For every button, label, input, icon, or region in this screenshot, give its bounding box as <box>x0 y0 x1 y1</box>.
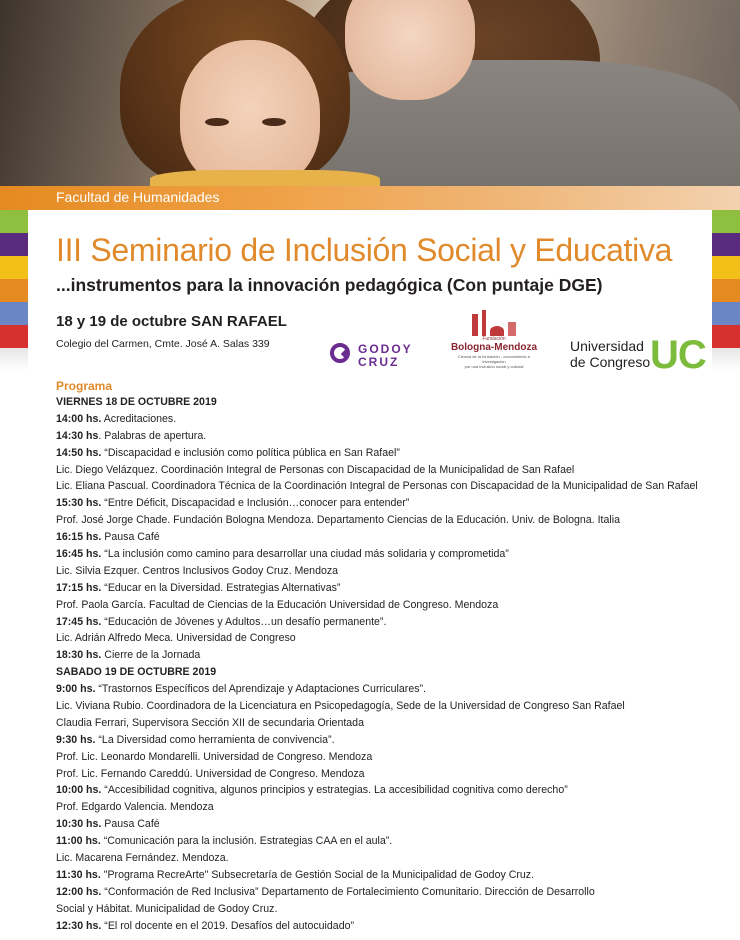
program-text: “Entre Déficit, Discapacidad e Inclusión…conocer para entender” <box>101 497 410 510</box>
program-time: 14:30 hs <box>56 429 99 442</box>
program-text: Prof. Paola García. Facultad de Ciencias de la Educación Universidad de Congreso. Mendoza <box>56 598 499 611</box>
program-text: "Programa RecreArte" Subsecretaría de Gestión Social de la Municipalidad de Godoy Cruz. <box>100 868 535 881</box>
program-line <box>56 478 716 495</box>
program-text: Social y Hábitat. Municipalidad de Godoy Cruz. <box>56 902 278 915</box>
godoy-cruz-line2: CRUZ <box>358 355 400 369</box>
program-time: 15:30 hs. <box>56 497 102 510</box>
program-text: VIERNES 18 DE OCTUBRE 2019 <box>56 396 217 408</box>
program-text: Lic. Adrián Alfredo Meca. Universidad de Congreso <box>56 632 296 645</box>
program-time: 16:45 hs. <box>56 548 102 561</box>
program-text: Prof. Lic. Leonardo Mondarelli. Universidad de Congreso. Mendoza <box>56 750 373 763</box>
program-section <box>56 378 716 935</box>
godoy-cruz-mark-icon <box>330 343 350 363</box>
bologna-mendoza-logo <box>446 310 542 378</box>
program-line <box>56 546 716 563</box>
program-text: Pausa Café <box>101 818 160 831</box>
bologna-small: Fundación <box>482 336 506 342</box>
girl-shirt <box>150 170 380 186</box>
bologna-towers-icon <box>464 310 524 336</box>
program-line <box>56 614 716 631</box>
woman-face <box>345 0 475 100</box>
program-time: 14:00 hs. <box>56 412 102 425</box>
program-line <box>56 799 716 816</box>
girl-eye <box>262 118 286 126</box>
program-line <box>56 782 716 799</box>
program-line <box>56 749 716 766</box>
program-line <box>56 462 716 479</box>
program-line <box>56 681 716 698</box>
bologna-fine2: por una inclusión social y cultural <box>464 364 524 369</box>
congreso-line2: de Congreso <box>570 354 651 370</box>
program-heading: Programa <box>56 379 113 393</box>
event-title: III Seminario de Inclusión Social y Educativa <box>56 232 673 268</box>
program-time: 16:15 hs. <box>56 531 102 544</box>
program-text: Lic. Eliana Pascual. Coordinadora Técnica de la Coordinación Integral de Personas con Discapacidad de la Municipalidad de San Rafael <box>56 480 698 493</box>
program-time: 12:30 hs. <box>56 919 102 932</box>
program-text: “Accesibilidad cognitiva, algunos principios y estrategias. La accesibilidad cognitiva como derecho” <box>101 784 568 797</box>
program-line <box>56 698 716 715</box>
program-text: “La Diversidad como herramienta de convivencia”. <box>95 733 335 746</box>
program-line <box>56 766 716 783</box>
program-text: Claudia Ferrari, Supervisora Sección XII de secundaria Orientada <box>56 716 364 729</box>
program-line <box>56 918 716 935</box>
program-day-heading <box>56 664 716 681</box>
program-text: Lic. Silvia Ezquer. Centros Inclusivos Godoy Cruz. Mendoza <box>56 564 339 577</box>
program-text: . Palabras de apertura. <box>98 429 207 442</box>
program-line <box>56 529 716 546</box>
program-time: 12:00 hs. <box>56 885 102 898</box>
event-venue: Colegio del Carmen, Cmte. José A. Salas 339 <box>56 338 270 350</box>
program-text: “El rol docente en el 2019. Desafíos del autocuidado” <box>101 919 355 932</box>
program-text: “Comunicación para la inclusión. Estrategias CAA en el aula”. <box>100 835 393 848</box>
flyer-body <box>0 210 740 940</box>
program-text: “Conformación de Red Inclusiva” Departamento de Fortalecimiento Comunitario. Dirección de Desarrollo <box>101 885 595 898</box>
program-text: Prof. Edgardo Valencia. Mendoza <box>56 801 214 814</box>
program-line <box>56 630 716 647</box>
program-time: 11:00 hs. <box>56 835 101 848</box>
bologna-fine1: Ciencia de la formación - conocimiento e investigación <box>457 354 531 364</box>
program-line <box>56 411 716 428</box>
program-text: SABADO 19 DE OCTUBRE 2019 <box>56 666 217 679</box>
program-text: Lic. Diego Velázquez. Coordinación Integral de Personas con Discapacidad de la Municipalidad de San Rafael <box>56 463 575 476</box>
program-line <box>56 901 716 918</box>
program-line <box>56 580 716 597</box>
program-time: 9:00 hs. <box>56 683 96 696</box>
event-subtitle: ...instrumentos para la innovación pedagógica (Con puntaje DGE) <box>56 275 603 295</box>
program-text: Cierre de la Jornada <box>101 649 201 662</box>
program-line <box>56 512 716 529</box>
program-text: Prof. José Jorge Chade. Fundación Bologna Mendoza. Departamento Ciencias de la Educación. Univ. de Bologna. Italia <box>56 514 620 527</box>
program-time: 9:30 hs. <box>56 733 96 746</box>
program-text: Lic. Viviana Rubio. Coordinadora de la Licenciatura en Psicopedagogía, Sede de la Universidad de Congreso San Rafael <box>56 700 625 713</box>
universidad-de-congreso-logo <box>556 305 706 385</box>
godoy-cruz-logo <box>330 340 430 370</box>
program-line <box>56 495 716 512</box>
program-text: “Trastornos Específicos del Aprendizaje y Adaptaciones Curriculares”. <box>95 683 426 696</box>
program-time: 14:50 hs. <box>56 446 102 459</box>
program-line <box>56 850 716 867</box>
program-time: 10:00 hs. <box>56 784 102 797</box>
program-text: “La inclusión como camino para desarrollar una ciudad más solidaria y comprometida” <box>101 548 509 561</box>
program-time: 10:30 hs. <box>56 818 102 831</box>
faculty-name: Facultad de Humanidades <box>56 189 220 205</box>
program-time: 17:15 hs. <box>56 581 102 594</box>
girl-face <box>180 40 320 186</box>
program-line <box>56 597 716 614</box>
faculty-band <box>0 186 740 210</box>
program-line <box>56 833 716 850</box>
congreso-line1: Universidad <box>570 338 644 354</box>
program-time: 18:30 hs. <box>56 649 102 662</box>
program-line <box>56 884 716 901</box>
program-line <box>56 647 716 664</box>
program-line <box>56 428 716 445</box>
bologna-name: Bologna-Mendoza <box>450 342 538 353</box>
program-day-heading <box>56 394 716 411</box>
header-photo <box>0 0 740 186</box>
program-text: “Educación de Jóvenes y Adultos…un desafío permanente”. <box>101 615 387 628</box>
girl-eye <box>205 118 229 126</box>
program-line <box>56 445 716 462</box>
program-line <box>56 732 716 749</box>
program-line <box>56 816 716 833</box>
program-text: “Discapacidad e inclusión como política pública en San Rafael” <box>101 446 400 459</box>
program-text: Lic. Macarena Fernández. Mendoza. <box>56 852 229 865</box>
program-text: Acreditaciones. <box>101 412 177 425</box>
event-date: 18 y 19 de octubre SAN RAFAEL <box>56 313 287 330</box>
program-text: Prof. Lic. Fernando Careddú. Universidad de Congreso. Mendoza <box>56 767 365 780</box>
program-time: 17:45 hs. <box>56 615 102 628</box>
program-line <box>56 715 716 732</box>
godoy-cruz-line1: GODOY <box>358 342 413 356</box>
program-line <box>56 563 716 580</box>
program-lines <box>56 394 716 935</box>
program-text: “Educar en la Diversidad. Estrategias Alternativas” <box>101 581 341 594</box>
congreso-mark: UC <box>650 333 706 377</box>
program-text: Pausa Café <box>101 531 160 544</box>
program-line <box>56 867 716 884</box>
program-time: 11:30 hs. <box>56 868 101 881</box>
